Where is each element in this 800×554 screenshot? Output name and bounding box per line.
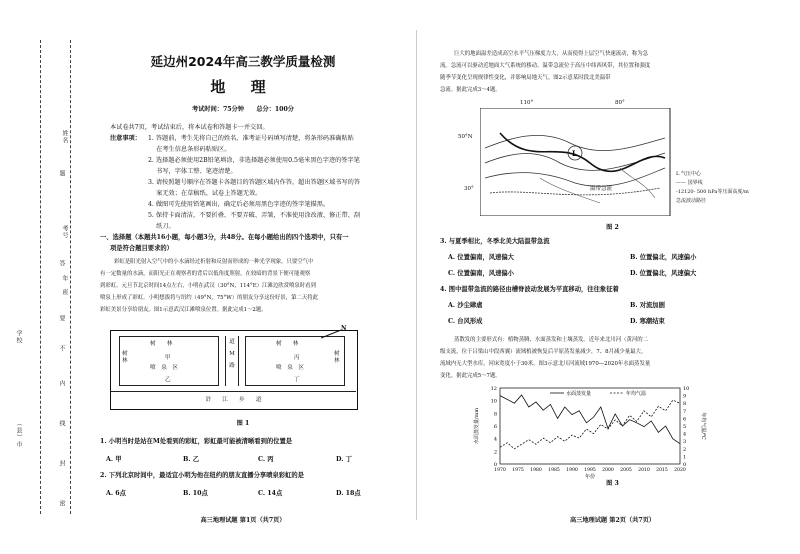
exam-title: 延边州2024年高三教学质量检测: [150, 54, 336, 69]
seal-char: 内: [58, 380, 65, 387]
q2-stem: 2. 下列北京时间中，最适宜小明为他在纽约的朋友直播分享喷泉彩虹的是: [100, 472, 304, 479]
figure-2-map: [458, 100, 750, 216]
page-1: [88, 0, 398, 554]
figure-2-legend: [676, 170, 756, 206]
point-ding: 丁: [294, 377, 300, 383]
y2-tick-label: 8: [683, 401, 687, 408]
passage-line: 蒸散发的主要形式有：植物蒸腾、水面蒸发和土壤蒸发。近年来北川河（黄河的二: [454, 337, 649, 343]
note-item: 纸刀。: [148, 223, 175, 230]
x-tick-label: 2020: [674, 468, 686, 473]
y2-tick-label: 9: [683, 393, 687, 400]
class-label: 年 班: [61, 275, 68, 296]
river-walk: 浒 江 步 道: [111, 391, 356, 407]
x-tick-label: 2000: [602, 468, 614, 473]
seal-line-text: [57, 170, 69, 177]
county-label: （县）市: [15, 420, 22, 448]
seal-char: 线: [58, 420, 65, 427]
y2-tick-label: 3: [683, 439, 687, 446]
y2-tick-label: 7: [683, 408, 687, 415]
north-arrow-label: N: [341, 325, 347, 332]
figure-2-caption: 图 2: [606, 224, 619, 231]
passage-line: 彩虹是阳光射入空气中的小水滴经过折射和反射而形成的一种光学现象。只要空气中: [114, 259, 314, 265]
seal-char: 不: [58, 345, 65, 352]
y2-tick-label: 1: [683, 454, 687, 461]
note-item: 书写，字体工整、笔迹清楚。: [148, 168, 237, 175]
passage-line: 到彩虹。元旦节北京时间14点左右，小明在武汉（30°N，114°E）江滩边欣赏喷泉时看到: [100, 283, 316, 289]
q1-option-d[interactable]: D. 丁: [336, 456, 352, 463]
point-jia: 甲: [165, 355, 171, 361]
fountain-label: 喷 泉 区: [150, 365, 178, 371]
q3-stem: 3. 与夏季相比，冬季北美大陆温带急流: [440, 238, 550, 245]
binding-dash-line-1: [40, 40, 41, 514]
q1-option-c[interactable]: C. 丙: [258, 456, 274, 463]
y2-tick-label: 4: [683, 431, 687, 438]
legend-jet-path: 急流波动路径: [676, 198, 707, 204]
y-tick-label: 4: [493, 436, 497, 443]
name-label: 姓名: [61, 130, 68, 144]
figure-1: [110, 325, 358, 410]
woods-side-label: [122, 351, 130, 365]
page-2: [440, 0, 785, 554]
x-tick-label: 1975: [512, 468, 524, 473]
q4-option-b[interactable]: B. 对流加剧: [630, 302, 665, 309]
section1-heading-2: 项是符合题目要求的）: [110, 245, 173, 252]
note-item: 5. 保持卡面清洁，不要折叠、不要弄破、弄皱，不准使用涂改液、修正带、刮: [148, 212, 361, 219]
x-tick-label: 2010: [638, 468, 650, 473]
q1-option-a[interactable]: A. 甲: [106, 456, 122, 463]
lat-label-30: 30°: [464, 186, 474, 192]
x-tick-label: 1990: [566, 468, 578, 473]
q2-option-b[interactable]: B. 10点: [183, 490, 208, 497]
school-label: 学校: [15, 330, 22, 344]
figure-3-chart: [470, 382, 710, 480]
legend-pressure-center: L 气压中心: [676, 171, 701, 177]
x-tick-label: 1970: [494, 468, 506, 473]
page-1-footer: 高三地理试题 第1页（共7页）: [200, 517, 286, 524]
y-axis-label: 水面蒸发量/mm: [474, 407, 480, 445]
passage-line: 流域内无大型水库，河床宽度小于30米。图3示意北川河流域1970—2020年水面蒸发量: [440, 361, 651, 367]
note-item: 4. 做图可先使用铅笔画出，确定后必须用黑色字迹的签字笔描黑。: [148, 201, 330, 208]
q4-option-a[interactable]: A. 沙尘肆虐: [448, 302, 483, 309]
q4-stem: 4. 图中温带急流的路径由槽脊波动发展为平直移动，往往象征着: [440, 286, 619, 293]
road-point-m: M: [229, 351, 235, 357]
seal-char: 密: [58, 500, 65, 507]
y-tick-label: 6: [493, 424, 497, 430]
passage-line: 变化。据此完成5～7题。: [440, 373, 501, 379]
q1-option-b[interactable]: B. 乙: [183, 456, 200, 463]
woods-side-label: [334, 351, 342, 365]
lon-label-110: 110°: [520, 100, 534, 106]
woods-label: 树 林: [276, 341, 299, 347]
column-divider: [416, 30, 417, 520]
q4-option-c[interactable]: C. 台风形成: [448, 318, 483, 325]
lin-label: 林: [122, 358, 128, 364]
passage-line: 随季节变化呈现规律性变化，并影响局地天气。图2示意某时段北美温带: [440, 75, 611, 81]
seal-char: 题: [58, 170, 65, 177]
y2-tick-label: 0: [683, 462, 687, 468]
road-label: 道: [229, 339, 235, 345]
point-bing: 丙: [294, 355, 300, 361]
fountain-zone-west: [119, 336, 219, 386]
q2-option-c[interactable]: C. 14点: [258, 490, 283, 497]
x-tick-label: 2005: [620, 468, 632, 473]
point-yi: 乙: [165, 377, 171, 383]
lat-label-50n: 50°N: [458, 134, 473, 140]
x-tick-label: 1985: [548, 468, 560, 473]
lin-label: 林: [334, 358, 340, 364]
fountain-label: 喷 泉 区: [276, 365, 304, 371]
y-tick-label: 2: [493, 449, 497, 456]
passage-line: 级支流，位于吕梁山中段西翼）流域植被恢复后平原蒸发量减少，7、8月减少量最大。: [440, 349, 647, 355]
q3-option-d[interactable]: D. 位置偏北，风速偏大: [630, 270, 697, 277]
seal-char: 要: [58, 315, 65, 322]
page-2-footer: 高三地理试题 第2页（共7页）: [569, 517, 655, 524]
passage-line: 急流。据此完成3～4题。: [440, 87, 501, 93]
section1-heading: 一、选择题（本题共16小题，每小题3分，共48分。在每小题给出的四个选项中，只有一: [100, 234, 349, 241]
note-item: 在考生信息条形码粘贴区。: [148, 146, 231, 153]
woods-label: 树 林: [150, 341, 173, 347]
fountain-zone-east: [245, 336, 345, 386]
y-tick-label: 12: [490, 386, 497, 392]
x-axis-label: 年份: [584, 474, 596, 480]
binding-margin: [0, 0, 80, 554]
legend-label-1: 年均气温: [626, 391, 647, 397]
notes-intro: 本试卷共7页，考试结束后，将本试卷和答题卡一并交回。: [110, 124, 269, 131]
y2-tick-label: 2: [683, 446, 687, 453]
x-tick-label: 2015: [656, 468, 668, 473]
y2-tick-label: 6: [683, 416, 687, 423]
passage-line: 巨大的地面温差造成高空水平气压梯度力大，从而使得上层空气快速流动，称为急: [454, 51, 649, 57]
north-arrow-icon: [321, 329, 343, 339]
figure-3-caption: 图 3: [606, 480, 619, 487]
binding-dash-line-2: [70, 40, 71, 514]
shu-label: 树: [334, 351, 340, 357]
exam-info: 考试时间：75分钟 总分：100分: [192, 106, 294, 113]
exam-no-label: 考号: [61, 225, 68, 239]
notes-label: 注意事项：: [110, 135, 141, 142]
plot-frame: [500, 388, 680, 464]
passage-line: 喷泉上形成了彩虹。小明想拔将与纽约（49°N，75°W）的朋友分享这份好景，第二天将此: [100, 295, 319, 301]
q2-option-a[interactable]: A. 6点: [106, 490, 126, 497]
y-tick-label: 0: [493, 462, 497, 468]
passage-3: [440, 334, 785, 382]
x-tick-label: 1995: [584, 468, 596, 473]
figure-1-caption: 图 1: [236, 420, 250, 427]
q3-option-a[interactable]: A. 位置偏南，风速偏大: [448, 254, 514, 261]
note-item: 案无效；在草稿纸、试卷上答题无效。: [148, 190, 262, 197]
passage-line: 彩虹美景分享给朋友。图1示意武汉江滩喷泉位置。据此完成1～2题。: [100, 307, 267, 313]
y2-tick-label: 10: [683, 386, 690, 392]
jet-label: 温带急流: [590, 186, 613, 192]
q2-option-d[interactable]: D. 18点: [336, 490, 361, 497]
q3-option-c[interactable]: C. 位置偏南，风速偏小: [448, 270, 514, 277]
subject-title: 地 理: [210, 78, 276, 96]
y2-axis-label: 年均气温/℃: [700, 412, 706, 440]
passage-line: 流。急流可以驱动近地面大气系统的移动。温带急流位于高压中纬西风带，其位置和强度: [440, 63, 651, 69]
x-tick-label: 1980: [530, 468, 542, 473]
seal-char: 答: [58, 260, 65, 267]
note-item: 1. 答题前，考生先将自己的姓名、准考证号码填写清楚，将条形码准确粘贴: [148, 135, 354, 142]
svg-text:L: L: [572, 149, 577, 158]
passage-line: 有一定数量的水滴，而阳光正在观察者的背后以低角度照射，在较暗的背景下便可能观察: [100, 271, 311, 277]
y-tick-label: 8: [493, 411, 497, 418]
y-tick-label: 10: [490, 398, 497, 405]
note-item: 3. 请按照题号顺序在答题卡各题目的答题区域内作答，超出答题区域书写的答: [148, 179, 361, 186]
y2-tick-label: 5: [683, 424, 687, 430]
road-label-2: 路: [229, 363, 235, 369]
passage-1: [100, 256, 402, 316]
q1-stem: 1. 小明当时是站在M处看到的彩虹，彩虹最可能被清晰看到的位置是: [100, 438, 293, 445]
seal-char: 封: [58, 460, 65, 467]
legend-isobar: -12120- 500 hPa等压面高度/m: [676, 189, 749, 195]
legend-label-0: 水面蒸发量: [566, 391, 592, 397]
q4-option-d[interactable]: D. 寒潮结束: [630, 318, 665, 325]
q3-option-b[interactable]: B. 位置偏北，风速偏小: [630, 254, 697, 261]
notes-list: [148, 133, 403, 232]
note-item: 2. 选择题必须使用2B铅笔填涂，非选择题必须使用0.5毫米黑色字迹的签字笔: [148, 157, 360, 164]
series-line-0: [500, 395, 680, 444]
road-m: [225, 336, 239, 386]
legend-border: —— 国界线: [676, 180, 703, 186]
lon-label-80: 80°: [615, 100, 625, 106]
passage-2-intro: [440, 48, 785, 96]
shu-label: 树: [122, 351, 128, 357]
